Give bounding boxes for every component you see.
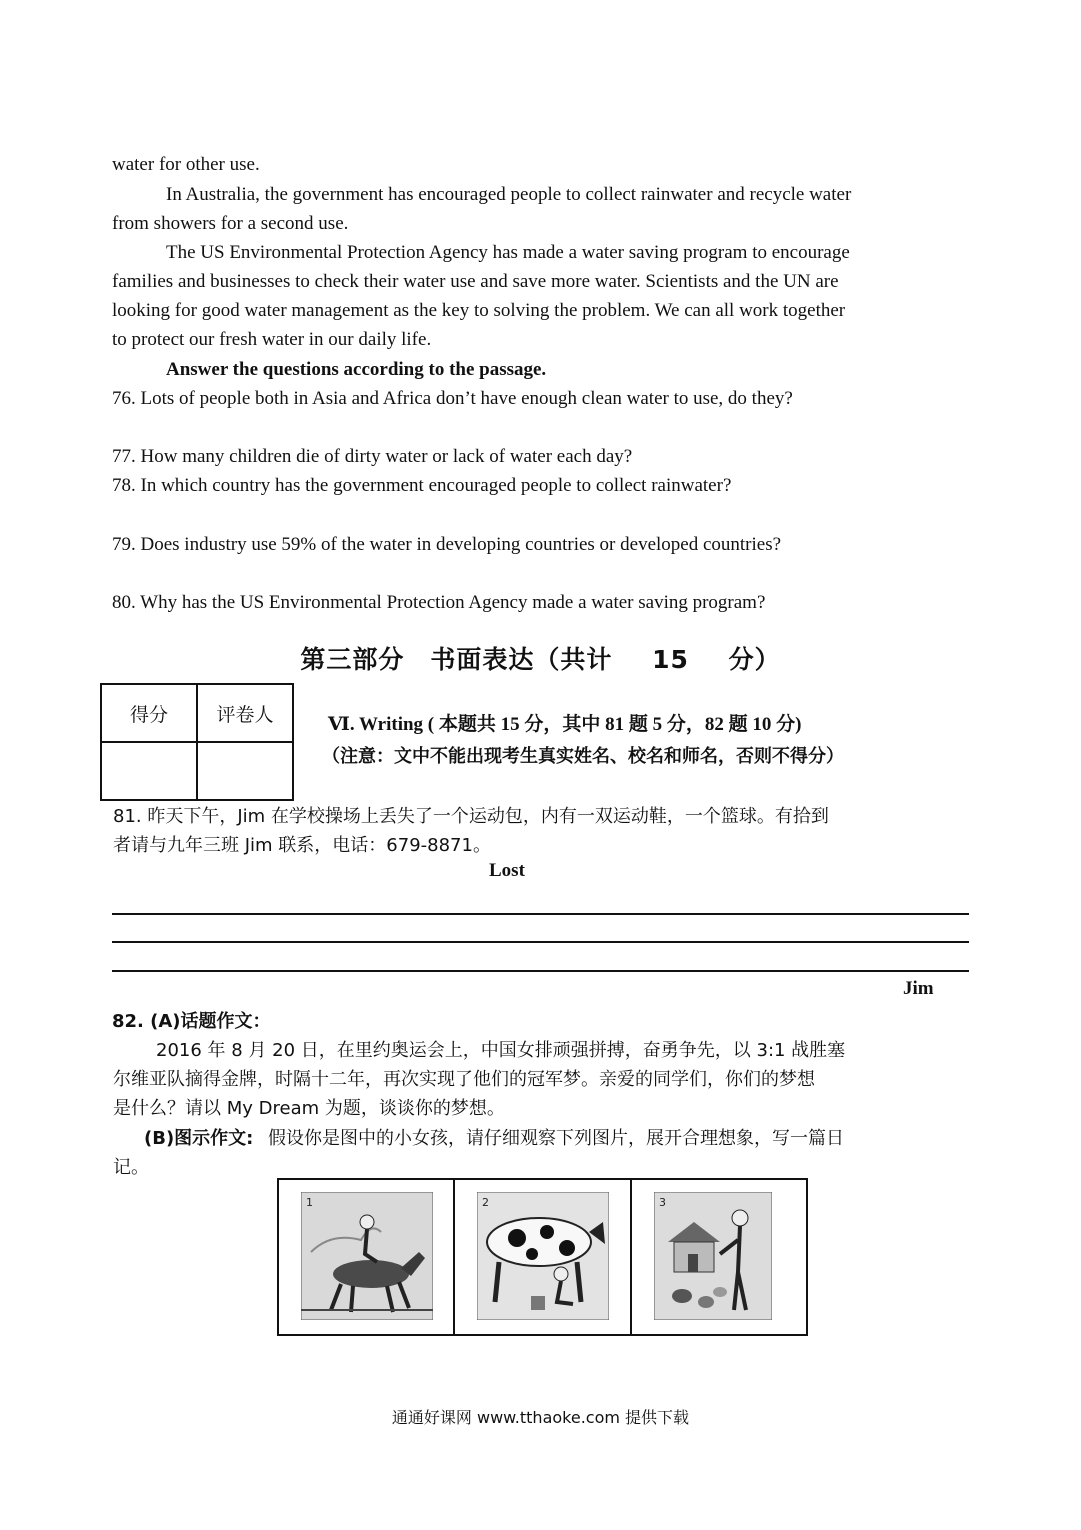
- lost-title: Lost: [489, 860, 525, 881]
- answer-line: [112, 941, 969, 943]
- feeding-chickens-illustration: [654, 1192, 772, 1320]
- picture-number: 1: [306, 1196, 313, 1209]
- question-78: 78. In which country has the government encouraged people to collect rainwater?: [112, 475, 732, 496]
- section-title: 第三部分 书面表达（共计 15 分）: [300, 645, 781, 674]
- picture-milking-cow: [455, 1180, 631, 1334]
- q82-a-line: 2016 年 8 月 20 日，在里约奥运会上，中国女排顽强拼搏，奋勇争先，以 3:1 战胜塞: [156, 1040, 846, 1061]
- q82-a-line: 尔维亚队摘得金牌，时隔十二年，再次实现了他们的冠军梦。亲爱的同学们，你们的梦想: [113, 1069, 815, 1090]
- passage-line: The US Environmental Protection Agency has made a water saving program to encourage: [166, 242, 850, 263]
- picture-horse-riding: [279, 1180, 455, 1334]
- picture-strip: [277, 1178, 808, 1336]
- q82-b-line: 假设你是图中的小女孩，请仔细观察下列图片，展开合理想象，写一篇日: [268, 1128, 844, 1149]
- footer: 通通好课网 www.tthaoke.com 提供下载: [391, 1408, 690, 1427]
- q82-a-label: 82. (A)话题作文：: [112, 1011, 271, 1032]
- question-77: 77. How many children die of dirty water or lack of water each day?: [112, 446, 633, 467]
- question-76: 76. Lots of people both in Asia and Africa don’t have enough clean water to use, do they?: [112, 388, 793, 409]
- passage-line: water for other use.: [112, 154, 260, 175]
- instruction: Answer the questions according to the passage.: [166, 359, 547, 380]
- picture-number: 2: [482, 1196, 490, 1209]
- horse-rider-illustration: [301, 1192, 433, 1320]
- q82-b-label: (B)图示作文:: [144, 1128, 254, 1149]
- passage-line: In Australia, the government has encouraged people to collect rainwater and recycle water: [166, 184, 852, 205]
- grader-cell: [197, 742, 293, 800]
- answer-line: [112, 913, 969, 915]
- score-header: 得分: [101, 684, 197, 742]
- score-cell: [101, 742, 197, 800]
- passage-line: to protect our fresh water in our daily life.: [112, 329, 432, 350]
- passage-line: families and businesses to check their water use and save more water. Scientists and the UN are: [112, 271, 839, 292]
- question-79: 79. Does industry use 59% of the water in developing countries or developed countries?: [112, 534, 782, 555]
- signature: Jim: [903, 978, 934, 999]
- answer-line: [112, 970, 969, 972]
- q81-prompt-line: 81. 昨天下午，Jim 在学校操场上丢失了一个运动包，内有一双运动鞋，一个篮球。有拾到: [113, 806, 829, 827]
- picture-feeding-animals: [632, 1180, 806, 1334]
- picture-number: 3: [658, 1196, 666, 1209]
- q82-b-line: 记。: [113, 1157, 149, 1178]
- q81-prompt-line: 者请与九年三班 Jim 联系，电话：679-8871。: [113, 835, 491, 856]
- passage-line: from showers for a second use.: [112, 213, 349, 234]
- passage-line: looking for good water management as the key to solving the problem. We can all work together: [112, 300, 846, 321]
- cow-milking-illustration: [477, 1192, 609, 1320]
- grader-header: 评卷人: [197, 684, 293, 742]
- question-80: 80. Why has the US Environmental Protection Agency made a water saving program?: [112, 592, 766, 613]
- writing-note: （注意：文中不能出现考生真实姓名、校名和师名，否则不得分）: [322, 746, 844, 767]
- score-table: [100, 683, 294, 801]
- writing-heading: Ⅵ. Writing ( 本题共 15 分，其中 81 题 5 分，82 题 10 分): [328, 714, 802, 735]
- q82-a-line: 是什么？请以 My Dream 为题，谈谈你的梦想。: [113, 1098, 505, 1119]
